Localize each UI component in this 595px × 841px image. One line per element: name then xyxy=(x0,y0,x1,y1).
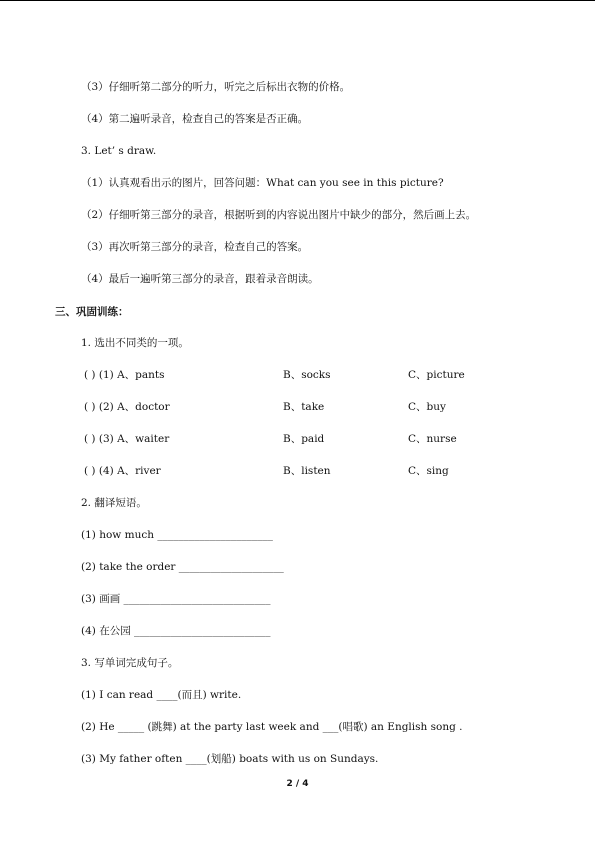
choice-stem: ( ) (2) A、doctor xyxy=(84,401,170,413)
choice-b: B、take xyxy=(283,401,325,413)
translate-item: (4) 在公园 __________________________ xyxy=(81,625,271,637)
fill-item: (2) He _____ (跳舞) at the party last week and ___(唱歌) an English song . xyxy=(81,721,463,733)
page-number: 2 / 4 xyxy=(286,779,309,789)
translate-item: (2) take the order ____________________ xyxy=(81,561,284,573)
choice-stem: ( ) (1) A、pants xyxy=(84,369,165,381)
choice-b: B、listen xyxy=(283,465,331,477)
page-top-rule xyxy=(0,0,595,1)
question-title: 3. 写单词完成句子。 xyxy=(81,657,179,669)
step-line: （1）认真观看出示的图片，回答问题：What can you see in this picture? xyxy=(81,177,444,189)
choice-b: B、paid xyxy=(283,433,325,445)
choice-b: B、socks xyxy=(283,369,331,381)
choice-c: C、sing xyxy=(408,465,449,477)
fill-item: (3) My father often ____(划船) boats with us on Sundays. xyxy=(81,753,379,765)
translate-item: (1) how much ______________________ xyxy=(81,529,273,541)
choice-stem: ( ) (4) A、river xyxy=(84,465,161,477)
step-line: （4）最后一遍听第三部分的录音，跟着录音朗读。 xyxy=(81,273,319,285)
step-line: （3）仔细听第二部分的听力，听完之后标出衣物的价格。 xyxy=(81,81,351,93)
choice-stem: ( ) (3) A、waiter xyxy=(84,433,170,445)
choice-c: C、buy xyxy=(408,401,446,413)
question-title: 1. 选出不同类的一项。 xyxy=(81,337,189,349)
choice-c: C、nurse xyxy=(408,433,457,445)
step-line: （3）再次听第三部分的录音，检查自己的答案。 xyxy=(81,241,309,253)
question-title: 2. 翻译短语。 xyxy=(81,497,147,509)
section-heading: 三、巩固训练： xyxy=(55,306,129,318)
translate-item: (3) 画画 ____________________________ xyxy=(81,593,271,605)
step-line: （4）第二遍听录音，检查自己的答案是否正确。 xyxy=(81,113,309,125)
choice-c: C、picture xyxy=(408,369,465,381)
fill-item: (1) I can read ____(而且) write. xyxy=(81,689,242,701)
step-line: （2）仔细听第三部分的录音，根据听到的内容说出图片中缺少的部分，然后画上去。 xyxy=(81,209,477,221)
subsection-title: 3. Let’ s draw. xyxy=(81,145,157,157)
